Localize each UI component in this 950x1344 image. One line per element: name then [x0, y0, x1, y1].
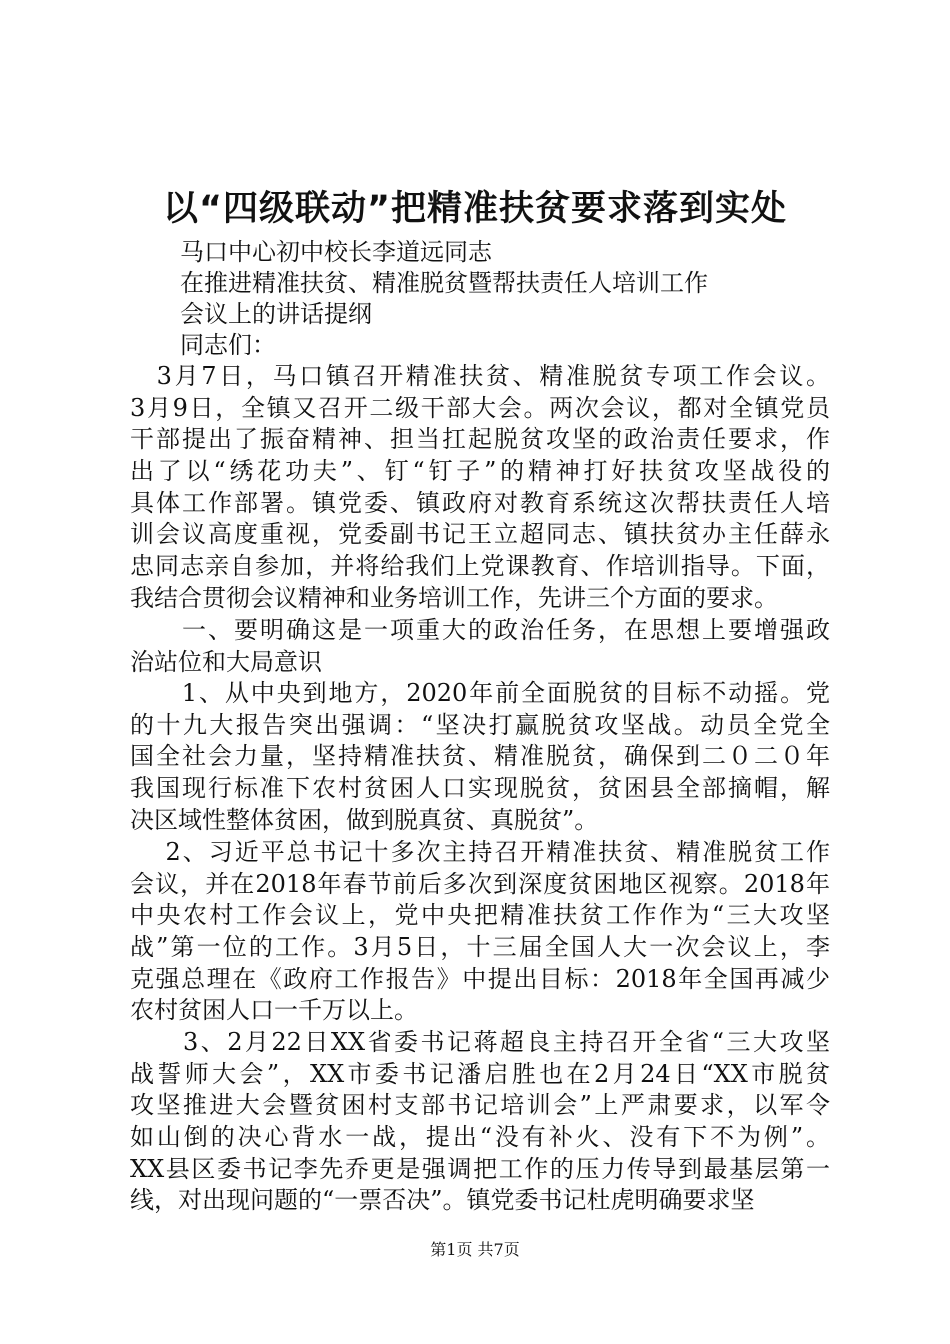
text-line: 训会议高度重视，党委副书记王立超同志、镇扶贫办主任薛永: [130, 520, 830, 549]
page-footer: 第1页 共7页: [430, 1240, 520, 1259]
speaker-line: 马口中心初中校长李道远同志: [180, 238, 492, 266]
paragraph-point-one: [130, 678, 830, 836]
text-line: 如山倒的决心背水一战，提出“没有补火、没有下不为例”。: [130, 1123, 830, 1152]
meeting-line: 在推进精准扶贫、精准脱贫暨帮扶责任人培训工作: [180, 269, 708, 297]
text-line: 1、从中央到地方，2020年前全面脱贫的目标不动摇。党: [130, 679, 830, 707]
text-line: 我结合贯彻会议精神和业务培训工作，先讲三个方面的要求。: [130, 583, 778, 612]
text-line: 具体工作部署。镇党委、镇政府对教育系统这次帮扶责任人培: [130, 488, 830, 517]
text-line: 会议，并在2018年春节前后多次到深度贫困地区视察。2018年: [130, 869, 830, 898]
paragraph-point-three: [130, 1027, 830, 1217]
text-line: 国全社会力量，坚持精准扶贫、精准脱贫，确保到二０二０年: [130, 742, 830, 771]
text-line: 战誓师大会”，XX市委书记潘启胜也在2月24日“XX市脱贫: [130, 1059, 830, 1088]
text-line: 中央农村工作会议上，党中央把精准扶贫工作作为“三大攻坚: [130, 901, 830, 930]
text-line: XX县区委书记李先乔更是强调把工作的压力传导到最基层第一: [130, 1154, 830, 1183]
text-line: 农村贫困人口一千万以上。: [130, 996, 418, 1025]
paragraph-intro: [130, 361, 830, 615]
text-line: 一、要明确这是一项重大的政治任务，在思想上要增强政: [130, 616, 830, 644]
text-line: 3月9日，全镇又召开二级干部大会。两次会议，都对全镇党员: [130, 393, 830, 422]
text-line: 2、习近平总书记十多次主持召开精准扶贫、精准脱贫工作: [130, 838, 830, 866]
text-line: 3、2月22日XX省委书记蒋超良主持召开全省“三大攻坚: [130, 1028, 830, 1056]
text-line: 克强总理在《政府工作报告》中提出目标：2018年全国再减少: [130, 964, 830, 993]
document-title: 以“四级联动”把精准扶贫要求落到实处: [162, 189, 787, 229]
text-line: 治站位和大局意识: [130, 647, 322, 676]
text-line: 我国现行标准下农村贫困人口实现脱贫，贫困县全部摘帽，解: [130, 774, 830, 803]
text-line: 决区域性整体贫困，做到脱真贫、真脱贫”。: [130, 805, 599, 834]
text-line: 线，对出现问题的“一票否决”。镇党委书记杜虎明确要求坚: [130, 1186, 755, 1215]
outline-line: 会议上的讲话提纲: [180, 300, 372, 328]
text-line: 战”第一位的工作。3月5日，十三届全国人大一次会议上，李: [130, 933, 830, 962]
text-line: 3月7日，马口镇召开精准扶贫、精准脱贫专项工作会议。: [130, 362, 830, 390]
text-line: 攻坚推进大会暨贫困村支部书记培训会”上严肃要求，以军令: [130, 1091, 830, 1120]
paragraph-section-one-heading: [130, 615, 830, 678]
paragraph-point-two: [130, 837, 830, 1027]
text-line: 的十九大报告突出强调：“坚决打赢脱贫攻坚战。动员全党全: [130, 710, 830, 739]
text-line: 干部提出了振奋精神、担当扛起脱贫攻坚的政治责任要求，作: [130, 425, 830, 454]
text-line: 忠同志亲自参加，并将给我们上党课教育、作培训指导。下面，: [130, 552, 830, 581]
salutation: 同志们：: [180, 331, 276, 359]
text-line: 出了以“绣花功夫”、钉“钉子”的精神打好扶贫攻坚战役的: [130, 457, 830, 486]
